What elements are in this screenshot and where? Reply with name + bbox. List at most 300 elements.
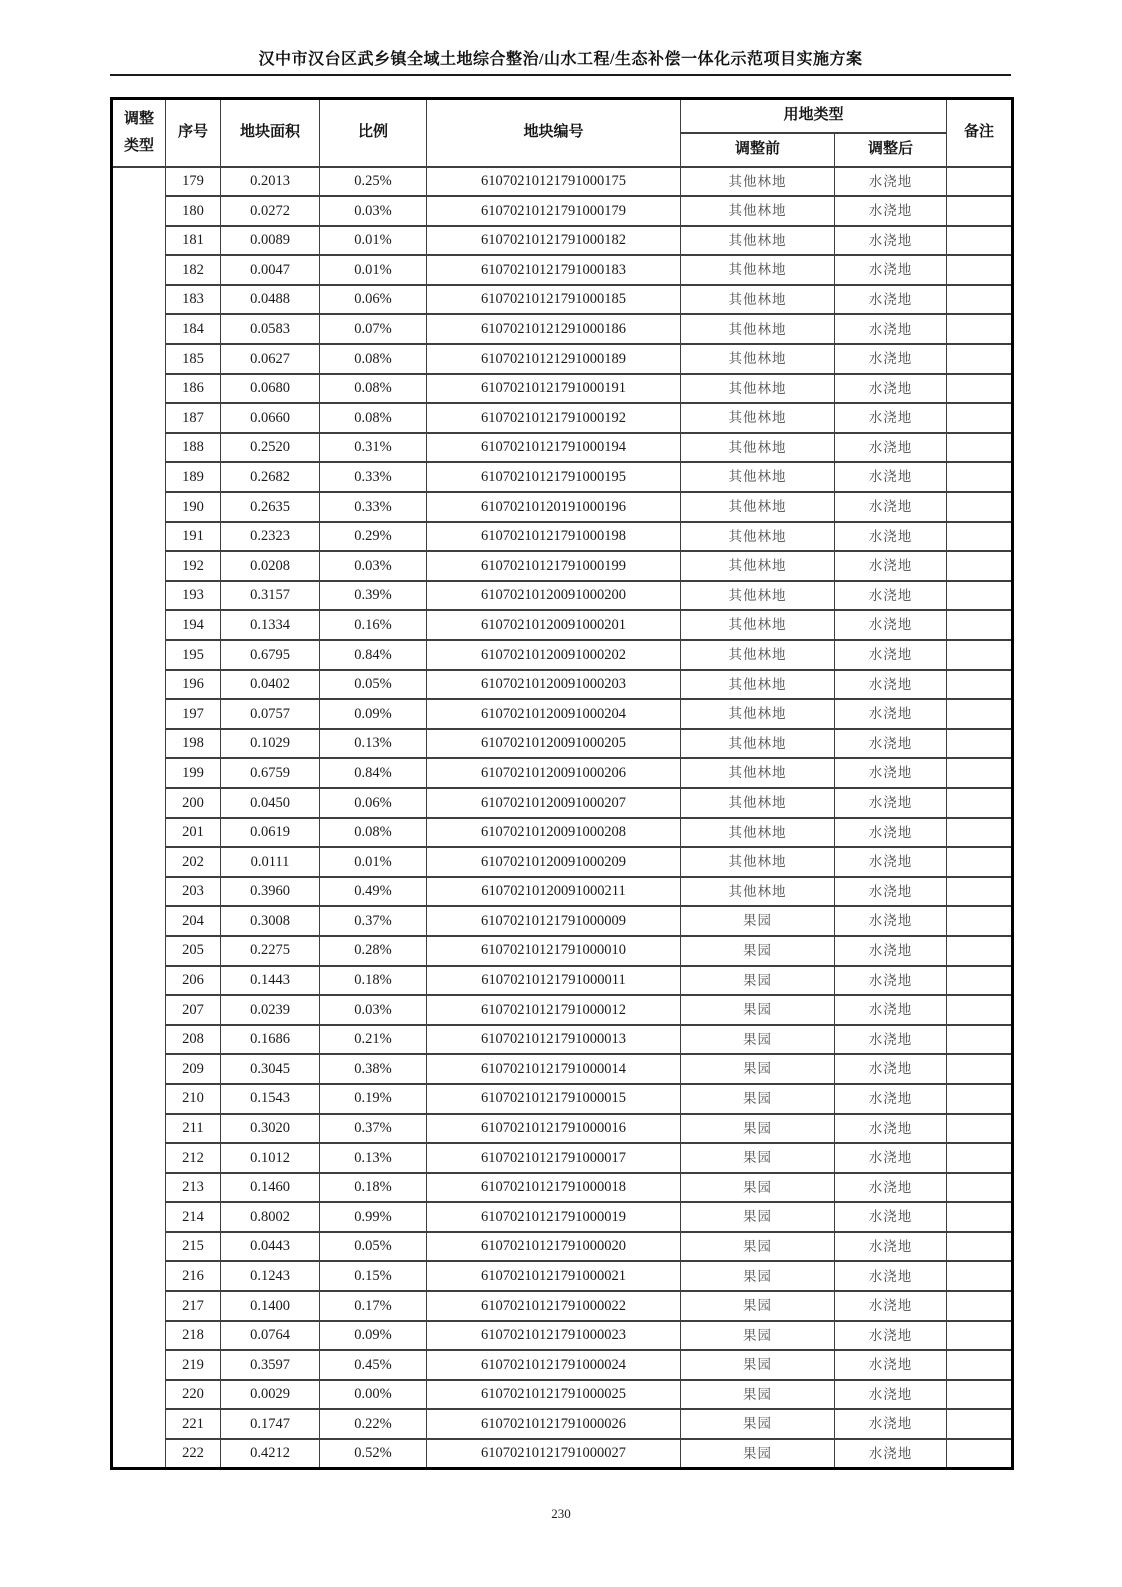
cell-after: 水浇地 [835, 788, 947, 818]
cell-remark [947, 758, 1013, 788]
cell-ratio: 0.16% [320, 610, 427, 640]
cell-remark [947, 1321, 1013, 1351]
cell-ratio: 0.37% [320, 906, 427, 936]
cell-plot-id: 61070210121791000019 [427, 1202, 681, 1232]
cell-before: 其他林地 [681, 818, 835, 848]
cell-area: 0.0488 [221, 285, 320, 315]
cell-remark [947, 167, 1013, 197]
cell-plot-id: 61070210121791000183 [427, 255, 681, 285]
cell-before: 其他林地 [681, 344, 835, 374]
cell-after: 水浇地 [835, 522, 947, 552]
cell-ratio: 0.84% [320, 758, 427, 788]
table-row [112, 344, 1013, 374]
cell-remark [947, 1173, 1013, 1203]
cell-area: 0.0583 [221, 314, 320, 344]
cell-after: 水浇地 [835, 758, 947, 788]
cell-seq: 200 [166, 788, 221, 818]
cell-before: 其他林地 [681, 167, 835, 197]
cell-plot-id: 61070210121791000022 [427, 1291, 681, 1321]
cell-plot-id: 61070210121791000020 [427, 1232, 681, 1262]
cell-area: 0.3008 [221, 906, 320, 936]
cell-ratio: 0.09% [320, 699, 427, 729]
cell-seq: 217 [166, 1291, 221, 1321]
cell-ratio: 0.03% [320, 995, 427, 1025]
cell-remark [947, 995, 1013, 1025]
cell-ratio: 0.05% [320, 1232, 427, 1262]
cell-before: 其他林地 [681, 374, 835, 404]
cell-seq: 202 [166, 847, 221, 877]
cell-seq: 186 [166, 374, 221, 404]
cell-area: 0.1686 [221, 1025, 320, 1055]
cell-after: 水浇地 [835, 1409, 947, 1439]
cell-remark [947, 729, 1013, 759]
cell-plot-id: 61070210121791000185 [427, 285, 681, 315]
cell-ratio: 0.05% [320, 670, 427, 700]
cell-after: 水浇地 [835, 226, 947, 256]
cell-area: 0.6759 [221, 758, 320, 788]
table-row [112, 758, 1013, 788]
table-header [112, 99, 1013, 167]
cell-after: 水浇地 [835, 374, 947, 404]
table-row [112, 729, 1013, 759]
cell-plot-id: 61070210121791000198 [427, 522, 681, 552]
cell-after: 水浇地 [835, 670, 947, 700]
column-header-adjust-type: 调整类型 [112, 99, 166, 167]
cell-area: 0.0402 [221, 670, 320, 700]
cell-seq: 179 [166, 167, 221, 197]
cell-ratio: 0.00% [320, 1380, 427, 1410]
cell-plot-id: 61070210121791000017 [427, 1143, 681, 1173]
cell-seq: 195 [166, 640, 221, 670]
table-row [112, 1232, 1013, 1262]
cell-before: 果园 [681, 1232, 835, 1262]
cell-plot-id: 61070210121791000012 [427, 995, 681, 1025]
cell-ratio: 0.06% [320, 285, 427, 315]
column-header-ratio: 比例 [320, 99, 427, 167]
cell-before: 果园 [681, 1439, 835, 1469]
cell-after: 水浇地 [835, 1321, 947, 1351]
cell-before: 其他林地 [681, 758, 835, 788]
cell-before: 果园 [681, 1114, 835, 1144]
cell-before: 其他林地 [681, 522, 835, 552]
cell-before: 其他林地 [681, 226, 835, 256]
column-header-land-type: 用地类型 [681, 99, 947, 133]
cell-ratio: 0.84% [320, 640, 427, 670]
cell-after: 水浇地 [835, 877, 947, 907]
cell-plot-id: 61070210120091000208 [427, 818, 681, 848]
table-row [112, 551, 1013, 581]
cell-ratio: 0.07% [320, 314, 427, 344]
column-header-plot-id: 地块编号 [427, 99, 681, 167]
cell-before: 果园 [681, 1409, 835, 1439]
cell-seq: 212 [166, 1143, 221, 1173]
cell-before: 果园 [681, 966, 835, 996]
table-row [112, 1054, 1013, 1084]
cell-plot-id: 61070210121791000025 [427, 1380, 681, 1410]
cell-ratio: 0.01% [320, 226, 427, 256]
cell-ratio: 0.13% [320, 729, 427, 759]
table-row [112, 936, 1013, 966]
cell-seq: 194 [166, 610, 221, 640]
table-row [112, 818, 1013, 848]
cell-plot-id: 61070210121291000189 [427, 344, 681, 374]
cell-remark [947, 1025, 1013, 1055]
cell-area: 0.0660 [221, 403, 320, 433]
cell-seq: 187 [166, 403, 221, 433]
cell-ratio: 0.19% [320, 1084, 427, 1114]
cell-seq: 221 [166, 1409, 221, 1439]
cell-seq: 220 [166, 1380, 221, 1410]
table-row [112, 610, 1013, 640]
cell-seq: 208 [166, 1025, 221, 1055]
cell-remark [947, 640, 1013, 670]
cell-area: 0.0619 [221, 818, 320, 848]
cell-ratio: 0.49% [320, 877, 427, 907]
cell-remark [947, 788, 1013, 818]
cell-after: 水浇地 [835, 403, 947, 433]
table-row [112, 1409, 1013, 1439]
cell-area: 0.2682 [221, 462, 320, 492]
table-row [112, 285, 1013, 315]
cell-seq: 218 [166, 1321, 221, 1351]
cell-plot-id: 61070210121791000192 [427, 403, 681, 433]
cell-area: 0.0627 [221, 344, 320, 374]
cell-ratio: 0.99% [320, 1202, 427, 1232]
cell-ratio: 0.03% [320, 551, 427, 581]
cell-ratio: 0.03% [320, 196, 427, 226]
cell-ratio: 0.29% [320, 522, 427, 552]
cell-ratio: 0.08% [320, 403, 427, 433]
cell-remark [947, 1439, 1013, 1469]
column-header-after: 调整后 [835, 133, 947, 167]
cell-seq: 203 [166, 877, 221, 907]
cell-remark [947, 255, 1013, 285]
table-row [112, 1321, 1013, 1351]
cell-after: 水浇地 [835, 167, 947, 197]
cell-remark [947, 374, 1013, 404]
cell-ratio: 0.01% [320, 847, 427, 877]
cell-ratio: 0.31% [320, 433, 427, 463]
cell-after: 水浇地 [835, 1054, 947, 1084]
cell-plot-id: 61070210120091000202 [427, 640, 681, 670]
cell-area: 0.1400 [221, 1291, 320, 1321]
cell-after: 水浇地 [835, 818, 947, 848]
cell-seq: 222 [166, 1439, 221, 1469]
table-row [112, 1202, 1013, 1232]
cell-area: 0.0239 [221, 995, 320, 1025]
cell-remark [947, 1202, 1013, 1232]
cell-seq: 183 [166, 285, 221, 315]
table-row [112, 1143, 1013, 1173]
cell-remark [947, 462, 1013, 492]
cell-remark [947, 670, 1013, 700]
cell-after: 水浇地 [835, 462, 947, 492]
cell-after: 水浇地 [835, 1173, 947, 1203]
column-header-seq: 序号 [166, 99, 221, 167]
cell-before: 果园 [681, 1084, 835, 1114]
cell-after: 水浇地 [835, 995, 947, 1025]
cell-area: 0.1747 [221, 1409, 320, 1439]
cell-area: 0.0443 [221, 1232, 320, 1262]
table-row [112, 196, 1013, 226]
cell-before: 其他林地 [681, 699, 835, 729]
cell-before: 果园 [681, 1261, 835, 1291]
cell-area: 0.3045 [221, 1054, 320, 1084]
cell-seq: 216 [166, 1261, 221, 1291]
cell-after: 水浇地 [835, 314, 947, 344]
column-header-remark: 备注 [947, 99, 1013, 167]
cell-ratio: 0.18% [320, 966, 427, 996]
table-row [112, 995, 1013, 1025]
cell-before: 果园 [681, 1380, 835, 1410]
cell-remark [947, 1350, 1013, 1380]
cell-plot-id: 61070210121791000018 [427, 1173, 681, 1203]
cell-seq: 198 [166, 729, 221, 759]
cell-remark [947, 314, 1013, 344]
cell-remark [947, 433, 1013, 463]
cell-after: 水浇地 [835, 492, 947, 522]
land-adjustment-table [110, 97, 1014, 1470]
cell-remark [947, 403, 1013, 433]
cell-remark [947, 1232, 1013, 1262]
table-row [112, 699, 1013, 729]
cell-ratio: 0.21% [320, 1025, 427, 1055]
table-row [112, 1084, 1013, 1114]
cell-area: 0.2275 [221, 936, 320, 966]
cell-seq: 193 [166, 581, 221, 611]
cell-seq: 219 [166, 1350, 221, 1380]
cell-plot-id: 61070210121791000027 [427, 1439, 681, 1469]
cell-plot-id: 61070210121791000010 [427, 936, 681, 966]
cell-area: 0.2013 [221, 167, 320, 197]
cell-after: 水浇地 [835, 966, 947, 996]
cell-remark [947, 226, 1013, 256]
cell-seq: 196 [166, 670, 221, 700]
cell-remark [947, 1114, 1013, 1144]
cell-plot-id: 61070210120091000209 [427, 847, 681, 877]
cell-seq: 180 [166, 196, 221, 226]
cell-seq: 210 [166, 1084, 221, 1114]
cell-ratio: 0.22% [320, 1409, 427, 1439]
cell-ratio: 0.33% [320, 462, 427, 492]
cell-area: 0.2635 [221, 492, 320, 522]
cell-after: 水浇地 [835, 433, 947, 463]
cell-plot-id: 61070210120091000200 [427, 581, 681, 611]
cell-seq: 201 [166, 818, 221, 848]
cell-plot-id: 61070210121291000186 [427, 314, 681, 344]
cell-seq: 189 [166, 462, 221, 492]
cell-seq: 182 [166, 255, 221, 285]
cell-before: 果园 [681, 1173, 835, 1203]
cell-before: 果园 [681, 995, 835, 1025]
cell-seq: 197 [166, 699, 221, 729]
table-row [112, 877, 1013, 907]
cell-ratio: 0.28% [320, 936, 427, 966]
table-row [112, 1261, 1013, 1291]
cell-before: 其他林地 [681, 462, 835, 492]
cell-before: 其他林地 [681, 314, 835, 344]
cell-remark [947, 966, 1013, 996]
cell-plot-id: 61070210121791000179 [427, 196, 681, 226]
cell-plot-id: 61070210121791000191 [427, 374, 681, 404]
cell-area: 0.3960 [221, 877, 320, 907]
cell-ratio: 0.09% [320, 1321, 427, 1351]
table-row [112, 462, 1013, 492]
cell-plot-id: 61070210120091000205 [427, 729, 681, 759]
cell-remark [947, 1261, 1013, 1291]
cell-before: 其他林地 [681, 285, 835, 315]
table-row [112, 966, 1013, 996]
cell-seq: 199 [166, 758, 221, 788]
cell-seq: 192 [166, 551, 221, 581]
table-row [112, 906, 1013, 936]
cell-plot-id: 61070210121791000013 [427, 1025, 681, 1055]
cell-area: 0.1543 [221, 1084, 320, 1114]
table-row [112, 1350, 1013, 1380]
cell-ratio: 0.39% [320, 581, 427, 611]
cell-before: 其他林地 [681, 610, 835, 640]
table-row [112, 1025, 1013, 1055]
table-row [112, 492, 1013, 522]
cell-remark [947, 818, 1013, 848]
cell-before: 果园 [681, 1143, 835, 1173]
cell-plot-id: 61070210121791000194 [427, 433, 681, 463]
cell-area: 0.1460 [221, 1173, 320, 1203]
cell-after: 水浇地 [835, 936, 947, 966]
cell-plot-id: 61070210121791000023 [427, 1321, 681, 1351]
cell-remark [947, 1143, 1013, 1173]
cell-seq: 205 [166, 936, 221, 966]
cell-ratio: 0.08% [320, 818, 427, 848]
cell-area: 0.1334 [221, 610, 320, 640]
cell-seq: 211 [166, 1114, 221, 1144]
cell-before: 果园 [681, 1025, 835, 1055]
cell-after: 水浇地 [835, 640, 947, 670]
cell-area: 0.1443 [221, 966, 320, 996]
cell-after: 水浇地 [835, 285, 947, 315]
adjust-type-merged-cell [112, 167, 166, 1469]
table-row [112, 788, 1013, 818]
cell-ratio: 0.06% [320, 788, 427, 818]
cell-plot-id: 61070210121791000009 [427, 906, 681, 936]
cell-area: 0.0111 [221, 847, 320, 877]
cell-after: 水浇地 [835, 906, 947, 936]
cell-seq: 215 [166, 1232, 221, 1262]
table-row [112, 522, 1013, 552]
cell-remark [947, 906, 1013, 936]
cell-after: 水浇地 [835, 1232, 947, 1262]
cell-remark [947, 847, 1013, 877]
table-row [112, 403, 1013, 433]
cell-seq: 184 [166, 314, 221, 344]
cell-before: 其他林地 [681, 433, 835, 463]
page-title: 汉中市汉台区武乡镇全域土地综合整治/山水工程/生态补偿一体化示范项目实施方案 [258, 51, 863, 68]
cell-remark [947, 492, 1013, 522]
cell-before: 果园 [681, 936, 835, 966]
cell-remark [947, 1084, 1013, 1114]
cell-after: 水浇地 [835, 847, 947, 877]
table-body [112, 167, 1013, 1469]
cell-area: 0.0757 [221, 699, 320, 729]
cell-seq: 181 [166, 226, 221, 256]
cell-ratio: 0.37% [320, 1114, 427, 1144]
table-row [112, 255, 1013, 285]
cell-area: 0.4212 [221, 1439, 320, 1469]
cell-ratio: 0.52% [320, 1439, 427, 1469]
cell-area: 0.6795 [221, 640, 320, 670]
cell-plot-id: 61070210120091000204 [427, 699, 681, 729]
cell-before: 其他林地 [681, 788, 835, 818]
cell-seq: 185 [166, 344, 221, 374]
table-row [112, 167, 1013, 197]
cell-area: 0.0089 [221, 226, 320, 256]
cell-seq: 204 [166, 906, 221, 936]
table-row [112, 1114, 1013, 1144]
cell-before: 果园 [681, 1350, 835, 1380]
table-row [112, 226, 1013, 256]
cell-before: 果园 [681, 1321, 835, 1351]
cell-remark [947, 699, 1013, 729]
cell-area: 0.1029 [221, 729, 320, 759]
page-number: 230 [551, 1506, 571, 1521]
column-header-area: 地块面积 [221, 99, 320, 167]
cell-area: 0.3597 [221, 1350, 320, 1380]
cell-seq: 188 [166, 433, 221, 463]
cell-before: 其他林地 [681, 196, 835, 226]
cell-plot-id: 61070210120091000203 [427, 670, 681, 700]
cell-before: 果园 [681, 906, 835, 936]
cell-seq: 209 [166, 1054, 221, 1084]
cell-ratio: 0.08% [320, 344, 427, 374]
cell-ratio: 0.45% [320, 1350, 427, 1380]
cell-remark [947, 196, 1013, 226]
table-row [112, 670, 1013, 700]
cell-after: 水浇地 [835, 1084, 947, 1114]
cell-before: 其他林地 [681, 403, 835, 433]
table-row [112, 640, 1013, 670]
cell-remark [947, 285, 1013, 315]
table-header-row-1 [112, 99, 1013, 133]
cell-before: 其他林地 [681, 847, 835, 877]
cell-after: 水浇地 [835, 1025, 947, 1055]
cell-after: 水浇地 [835, 344, 947, 374]
cell-after: 水浇地 [835, 581, 947, 611]
table-row [112, 1291, 1013, 1321]
cell-ratio: 0.18% [320, 1173, 427, 1203]
cell-area: 0.8002 [221, 1202, 320, 1232]
table-row [112, 314, 1013, 344]
cell-after: 水浇地 [835, 255, 947, 285]
cell-area: 0.1012 [221, 1143, 320, 1173]
cell-area: 0.0450 [221, 788, 320, 818]
cell-after: 水浇地 [835, 1261, 947, 1291]
cell-remark [947, 551, 1013, 581]
cell-area: 0.0764 [221, 1321, 320, 1351]
cell-remark [947, 1291, 1013, 1321]
cell-area: 0.2323 [221, 522, 320, 552]
cell-ratio: 0.38% [320, 1054, 427, 1084]
cell-remark [947, 1054, 1013, 1084]
cell-after: 水浇地 [835, 1380, 947, 1410]
cell-before: 其他林地 [681, 670, 835, 700]
cell-before: 果园 [681, 1054, 835, 1084]
cell-plot-id: 61070210121791000016 [427, 1114, 681, 1144]
cell-ratio: 0.01% [320, 255, 427, 285]
cell-remark [947, 522, 1013, 552]
cell-after: 水浇地 [835, 699, 947, 729]
cell-area: 0.0272 [221, 196, 320, 226]
cell-after: 水浇地 [835, 610, 947, 640]
